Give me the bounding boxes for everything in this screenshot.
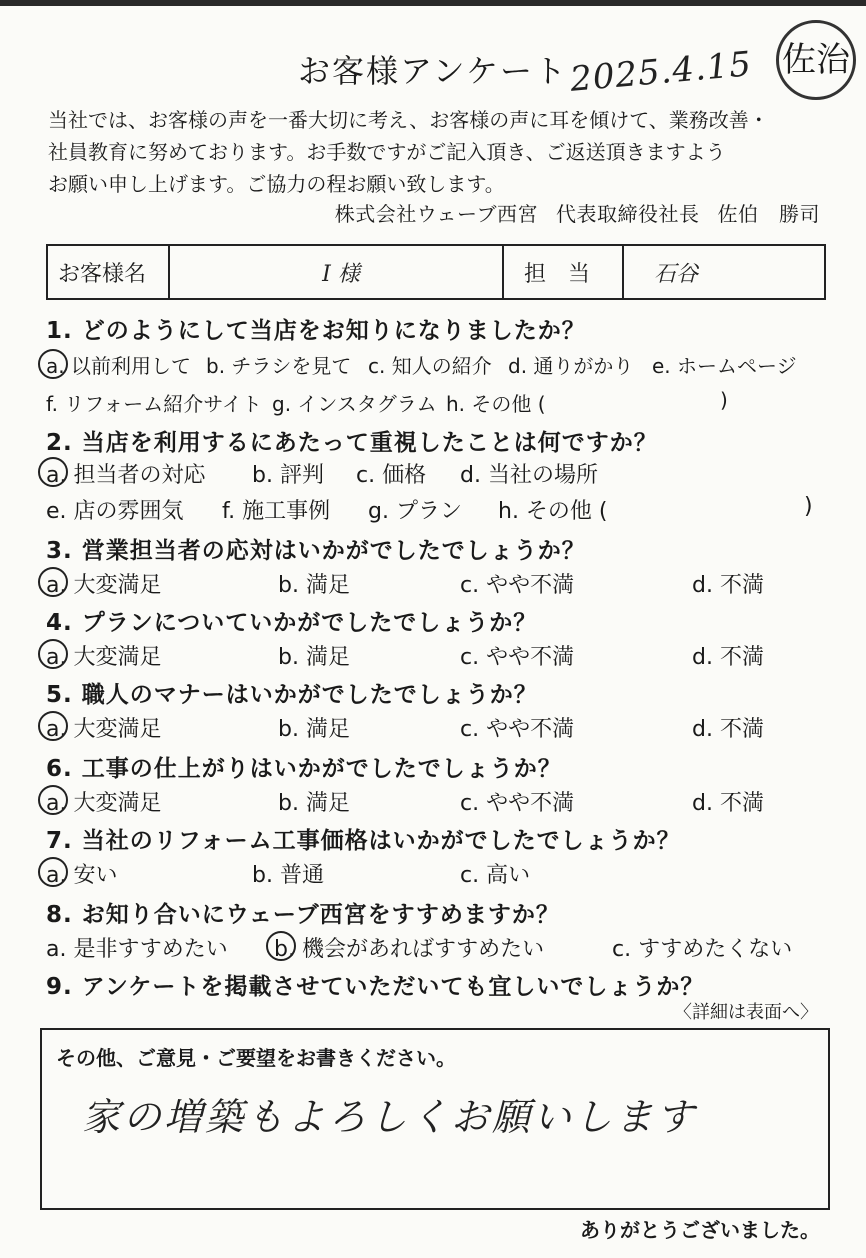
q3-option-a[interactable]: a. 大変満足 <box>46 568 161 599</box>
q1-option-d[interactable]: d. 通りがかり <box>508 354 634 378</box>
selected-circle-mark <box>266 931 296 961</box>
q1-option-e[interactable]: e. ホームページ <box>652 354 797 378</box>
q1-option-c[interactable]: c. 知人の紹介 <box>368 354 492 378</box>
intro-text <box>48 104 838 200</box>
selected-circle-mark <box>38 639 68 669</box>
q5-options-row <box>46 712 826 744</box>
q3-option-d[interactable]: d. 不満 <box>692 573 764 598</box>
selected-circle-mark <box>38 785 68 815</box>
q4-option-b[interactable]: b. 満足 <box>278 645 350 670</box>
q4-options-row <box>46 640 826 672</box>
top-border <box>0 0 866 6</box>
q6-options-row <box>46 786 826 818</box>
customer-name-label: お客様名 <box>47 245 169 299</box>
q7-option-c[interactable]: c. 高い <box>460 863 531 888</box>
comment-handwritten-text: 家の増築もよろしくお願いします <box>82 1095 698 1139</box>
page-title: お客様アンケート <box>297 52 569 90</box>
q2-option-c[interactable]: c. 価格 <box>356 463 427 488</box>
q1-options-row-2 <box>46 388 826 418</box>
q2-options-row-1 <box>46 458 826 490</box>
name-stamp: 佐治 <box>776 20 856 100</box>
selected-circle-mark <box>38 567 68 597</box>
q8-option-c[interactable]: c. すすめたくない <box>612 937 793 962</box>
q2-option-f[interactable]: f. 施工事例 <box>222 499 331 524</box>
q1-option-f[interactable]: f. リフォーム紹介サイト <box>46 392 262 416</box>
q8-option-a[interactable]: a. 是非すすめたい <box>46 937 228 962</box>
company-position: 代表取締役社長 <box>556 202 700 226</box>
staff-label: 担当 <box>503 245 623 299</box>
q8-option-b[interactable]: b. 機会があればすすめたい <box>274 932 544 963</box>
q7-options-row <box>46 858 826 890</box>
q6-option-a[interactable]: a. 大変満足 <box>46 786 161 817</box>
selected-circle-mark <box>38 457 68 487</box>
question-3: 3. 営業担当者の応対はいかがでしたでしょうか？ <box>46 538 586 564</box>
q5-option-c[interactable]: c. やや不満 <box>460 717 575 742</box>
q1-option-a[interactable]: a. 以前利用して <box>46 350 191 379</box>
q6-option-c[interactable]: c. やや不満 <box>460 791 575 816</box>
q1-option-g[interactable]: g. インスタグラム <box>272 392 437 416</box>
question-2: 2. 当店を利用するにあたって重視したことは何ですか？ <box>46 430 658 456</box>
q2-option-a[interactable]: a. 担当者の対応 <box>46 458 205 489</box>
question-9: 9. アンケートを掲載させていただいても宜しいでしょうか？ <box>46 974 705 1000</box>
selected-circle-mark <box>38 857 68 887</box>
q6-option-d[interactable]: d. 不満 <box>692 791 764 816</box>
q5-option-b[interactable]: b. 満足 <box>278 717 350 742</box>
q1-option-h[interactable]: h. その他 ( <box>446 392 546 416</box>
question-8: 8. お知り合いにウェーブ西宮をすすめますか？ <box>46 902 560 928</box>
q3-options-row <box>46 568 826 600</box>
q2-option-d[interactable]: d. 当社の場所 <box>460 463 598 488</box>
q4-option-c[interactable]: c. やや不満 <box>460 645 575 670</box>
q1-option-b[interactable]: b. チラシを見て <box>206 354 352 378</box>
q5-option-a[interactable]: a. 大変満足 <box>46 712 161 743</box>
q3-option-b[interactable]: b. 満足 <box>278 573 350 598</box>
q1-paren-close: ) <box>720 388 728 412</box>
question-6: 6. 工事の仕上がりはいかがでしたでしょうか？ <box>46 756 562 782</box>
q5-option-d[interactable]: d. 不満 <box>692 717 764 742</box>
q9-note: 〈詳細は表面へ〉 <box>674 1002 818 1023</box>
q7-option-b[interactable]: b. 普通 <box>252 863 324 888</box>
q6-option-b[interactable]: b. 満足 <box>278 791 350 816</box>
company-name: 株式会社ウェーブ西宮 <box>334 202 538 226</box>
customer-name-field[interactable]: I 様 <box>169 245 503 299</box>
selected-circle-mark <box>38 349 68 379</box>
q2-option-h[interactable]: h. その他 ( <box>498 499 608 524</box>
q2-option-e[interactable]: e. 店の雰囲気 <box>46 499 184 524</box>
question-5: 5. 職人のマナーはいかがでしたでしょうか？ <box>46 682 538 708</box>
q2-paren-close: ) <box>804 494 813 519</box>
comment-box[interactable] <box>40 1028 830 1210</box>
company-ceo: 佐伯 勝司 <box>717 202 820 226</box>
company-signature <box>317 198 820 227</box>
comment-label: その他、ご意見・ご要望をお書きください。 <box>56 1046 456 1070</box>
intro-line: お願い申し上げます。ご協力の程お願い致します。 <box>48 172 505 196</box>
q1-options-row-1 <box>46 350 826 380</box>
q2-option-g[interactable]: g. プラン <box>368 499 462 524</box>
q8-options-row <box>46 932 826 964</box>
question-7: 7. 当社のリフォーム工事価格はいかがでしたでしょうか？ <box>46 828 681 854</box>
staff-name-field[interactable]: 石谷 <box>623 245 825 299</box>
thanks-text: ありがとうございました。 <box>580 1218 820 1242</box>
q2-options-row-2 <box>46 494 826 526</box>
question-4: 4. プランについていかがでしたでしょうか？ <box>46 610 538 636</box>
selected-circle-mark <box>38 711 68 741</box>
question-1: 1. どのようにして当店をお知りになりましたか？ <box>46 318 586 344</box>
customer-header-table <box>46 244 826 300</box>
q4-option-a[interactable]: a. 大変満足 <box>46 640 161 671</box>
intro-line: 社員教育に努めております。お手数ですがご記入頂き、ご返送頂きますよう <box>48 140 726 164</box>
intro-line: 当社では、お客様の声を一番大切に考え、お客様の声に耳を傾けて、業務改善・ <box>48 108 769 132</box>
handwritten-date: 2025.4.15 <box>568 44 754 100</box>
q4-option-d[interactable]: d. 不満 <box>692 645 764 670</box>
q2-option-b[interactable]: b. 評判 <box>252 463 324 488</box>
q3-option-c[interactable]: c. やや不満 <box>460 573 575 598</box>
q7-option-a[interactable]: a. 安い <box>46 858 117 889</box>
